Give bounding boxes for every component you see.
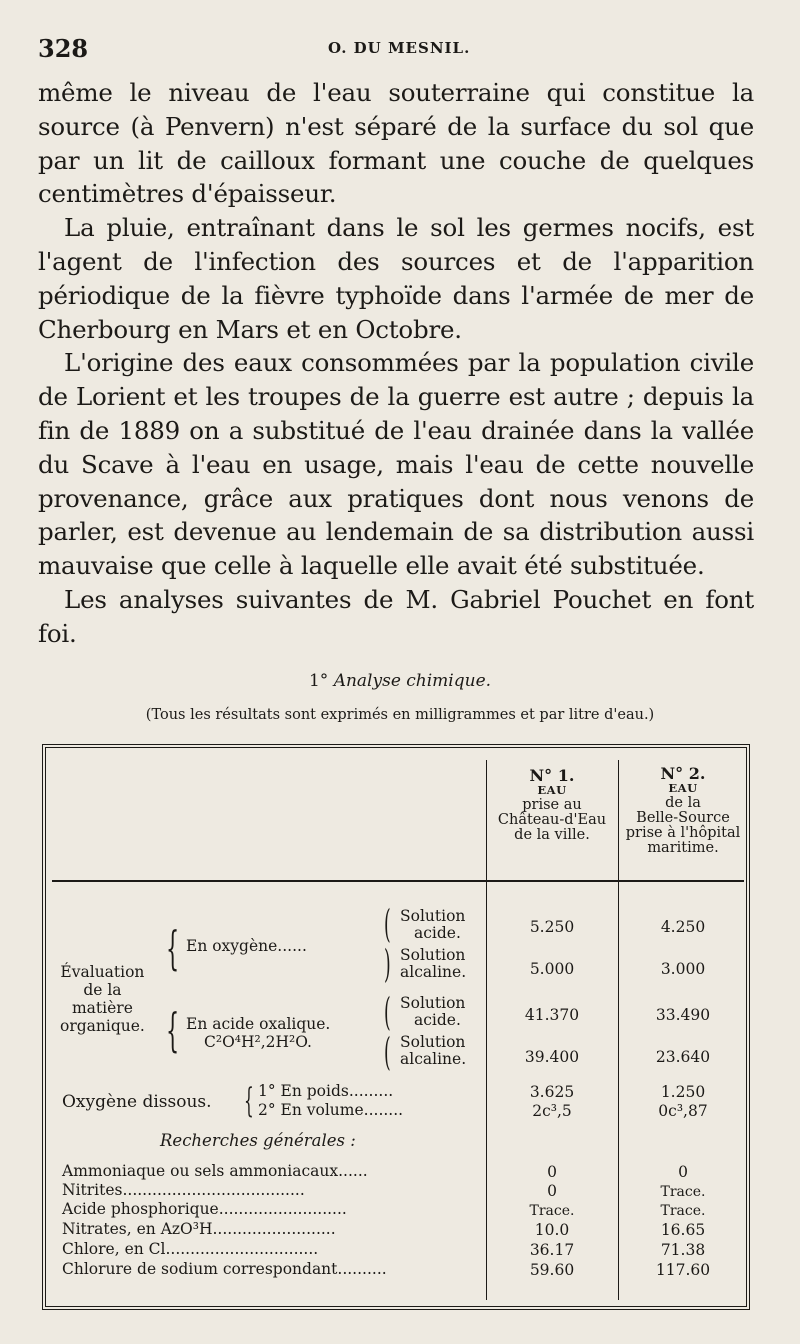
paragraph-4: Les analyses suivantes de M. Gabriel Pouchet en font foi.	[38, 584, 754, 648]
brace: (	[384, 1030, 391, 1074]
solution-acid-label	[400, 908, 465, 942]
general-row-label: Ammoniaque ou sels ammoniacaux......	[62, 1162, 368, 1180]
value-cell: 23.640	[655, 1048, 711, 1066]
value-cell: 2c³,5	[532, 1102, 572, 1120]
alkaline-word: alcaline.	[400, 963, 467, 981]
value-cell: 5.000	[529, 960, 575, 978]
brace: {	[166, 921, 180, 975]
value-cell: 3.000	[660, 960, 706, 978]
value-cell: Trace.	[660, 1184, 706, 1200]
general-row-label: Nitrites.....................................	[62, 1181, 305, 1199]
value-cell: 0	[547, 1163, 557, 1181]
paragraph-3: L'origine des eaux consommées par la population civile de Lorient et les troupes de la guerre est autre ; depuis la fin de 1889 on a substitué de l'eau drainée dans la vallée du Scave à l'eau en usage, mais l'eau de cette nouvelle provenance, grâce aux pratiques dont nous venons de parler, est devenue au lendemain de sa distribution aussi mauvaise que celle à laquelle elle avait été substituée.	[38, 348, 754, 581]
general-row-label: Chlore, en Cl...............................	[62, 1240, 319, 1258]
brace: (	[384, 902, 391, 946]
brace: )	[384, 942, 391, 986]
value-cell: 10.0	[534, 1221, 570, 1239]
alkaline-word: alcaline.	[400, 1050, 467, 1068]
by-weight-label: 1° En poids.........	[258, 1082, 394, 1100]
evaluation-label-line: organique.	[60, 1017, 145, 1035]
header-rule	[52, 880, 744, 882]
value-cell: 117.60	[655, 1261, 711, 1279]
solution-acid-label	[400, 995, 465, 1029]
column-header-2	[620, 766, 746, 856]
value-cell: 5.250	[529, 918, 575, 936]
solution-alkaline-label	[400, 947, 466, 981]
column-1-line2: Château-d'Eau	[497, 812, 607, 828]
paragraph-1: même le niveau de l'eau souterraine qui constitue la source (à Penvern) n'est séparé de la surface du sol que par un lit de cailloux formant une couche de quelques centimètres d'épaisseur.	[38, 78, 754, 209]
column-header-1	[488, 768, 616, 843]
paragraph-2: La pluie, entraînant dans le sol les germes nocifs, est l'agent de l'infection des sources et de l'apparition périodique de la fièvre typhoïde dans l'armée de mer de Cherbourg en Mars et en Octobre.	[38, 213, 754, 344]
column-2-line3: prise à l'hôpital	[625, 825, 741, 841]
body-text	[38, 76, 754, 651]
section-title	[0, 671, 800, 691]
solution-word: Solution	[400, 907, 466, 925]
evaluation-label-line: matière	[71, 999, 133, 1017]
column-2-number: N° 2.	[660, 764, 706, 783]
value-cell: 16.65	[660, 1221, 706, 1239]
column-divider	[486, 760, 487, 1300]
value-cell: 36.17	[529, 1241, 575, 1259]
column-1-number: N° 1.	[529, 766, 575, 785]
value-cell: 1.250	[660, 1083, 706, 1101]
value-cell: 4.250	[660, 918, 706, 936]
running-title: O. DU MESNIL.	[328, 39, 471, 57]
brace: (	[384, 990, 391, 1034]
oxalic-formula: C²O⁴H²,2H²O.	[204, 1033, 312, 1051]
value-cell: 33.490	[655, 1006, 711, 1024]
value-cell: 0	[678, 1163, 688, 1181]
column-1-line3: de la ville.	[514, 827, 590, 843]
column-1-label: EAU	[537, 783, 567, 797]
value-cell: 41.370	[524, 1006, 580, 1024]
dissolved-oxygen-label: Oxygène dissous.	[62, 1092, 212, 1112]
column-2-line2: Belle-Source	[636, 810, 730, 826]
value-cell: Trace.	[529, 1203, 575, 1219]
solution-alkaline-label	[400, 1034, 466, 1068]
running-head	[38, 34, 760, 64]
oxalic-method-label: En acide oxalique.	[186, 1015, 331, 1033]
acid-word: acide.	[414, 924, 461, 942]
value-cell: 59.60	[529, 1261, 575, 1279]
value-cell: 0c³,87	[658, 1102, 708, 1120]
solution-word: Solution	[400, 1033, 466, 1051]
column-divider	[618, 760, 619, 1300]
general-row-label: Acide phosphorique..........................	[62, 1200, 347, 1218]
value-cell: 39.400	[524, 1048, 580, 1066]
section-title-text: Analyse chimique.	[333, 671, 492, 691]
general-row-label: Nitrates, en AzO³H.........................	[62, 1220, 336, 1238]
value-cell: 0	[547, 1182, 557, 1200]
acid-word: acide.	[414, 1011, 461, 1029]
value-cell: Trace.	[660, 1203, 706, 1219]
by-volume-label: 2° En volume........	[258, 1101, 404, 1119]
evaluation-label-line: de la	[83, 981, 122, 999]
brace: {	[244, 1081, 254, 1121]
column-2-label: EAU	[668, 781, 698, 795]
evaluation-label	[60, 963, 145, 1035]
page-number: 328	[38, 34, 89, 63]
column-2-line1: de la	[665, 795, 701, 811]
general-heading: Recherches générales :	[160, 1131, 356, 1150]
oxygen-method-label: En oxygène......	[186, 937, 307, 955]
value-cell: 71.38	[660, 1241, 706, 1259]
evaluation-label-line: Évaluation	[60, 963, 145, 981]
general-row-label: Chlorure de sodium correspondant..........	[62, 1260, 387, 1278]
solution-word: Solution	[400, 994, 466, 1012]
units-note: (Tous les résultats sont exprimés en milligrammes et par litre d'eau.)	[145, 707, 655, 723]
value-cell: 3.625	[529, 1083, 575, 1101]
column-1-line1: prise au	[522, 797, 582, 813]
solution-word: Solution	[400, 946, 466, 964]
column-2-line4: maritime.	[647, 840, 719, 856]
brace: {	[166, 1003, 180, 1057]
section-number: 1°	[308, 671, 329, 691]
